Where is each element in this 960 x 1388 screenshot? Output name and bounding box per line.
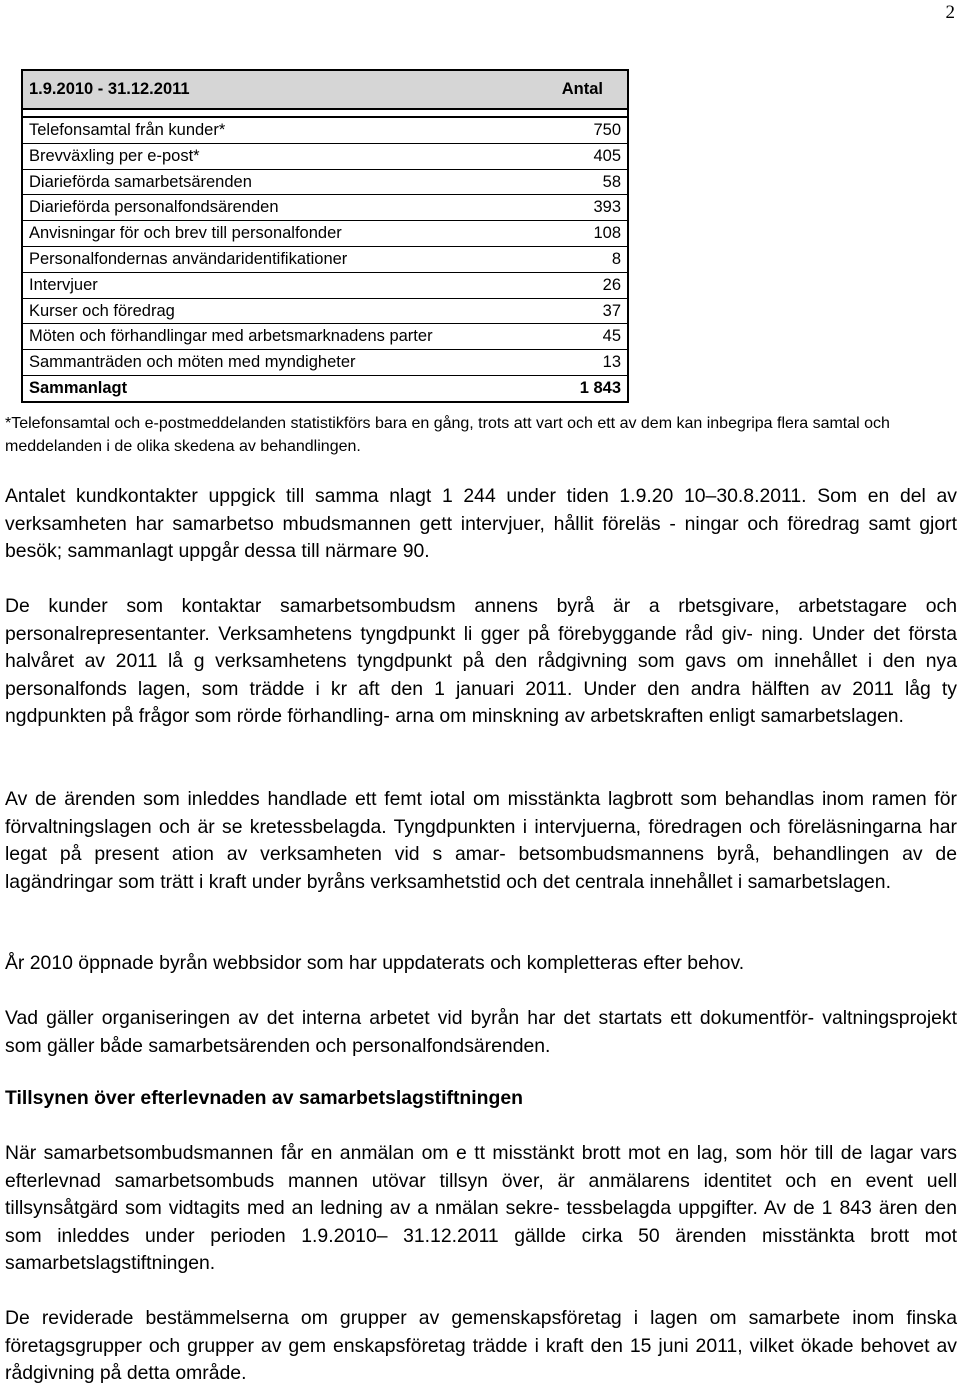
paragraph-website: År 2010 öppnade byrån webbsidor som har uppdaterats och kompletteras efter behov. bbox=[5, 952, 745, 974]
table-row bbox=[22, 272, 628, 298]
table-header-row bbox=[22, 70, 628, 109]
table-row bbox=[22, 117, 628, 143]
row-label: Personalfondernas användaridentifikationer bbox=[22, 246, 497, 272]
row-value: 108 bbox=[497, 221, 628, 247]
table-row bbox=[22, 195, 628, 221]
row-label: Telefonsamtal från kunder* bbox=[22, 117, 497, 143]
row-value: 58 bbox=[497, 169, 628, 195]
row-label: Intervjuer bbox=[22, 272, 497, 298]
header-period: 1.9.2010 - 31.12.2011 bbox=[22, 70, 497, 109]
row-label: Kurser och föredrag bbox=[22, 298, 497, 324]
paragraph-cases: Av de ärenden som inleddes handlade ett femt iotal om misstänkta lagbrott som behandlas inom ramen för förvaltningslagen och är se kretessbelagda. Tyngdpunkten i intervjuerna, föredragen och föreläsningarna har legat på present ation av verksamheten vid s amar- betsombudsmannens byrå, behandlingen av de lagändringar som trätt i kraft under byråns verksamhetstid och det centrala innehållet i samarbetslagen. bbox=[5, 788, 957, 893]
row-value: 37 bbox=[497, 298, 628, 324]
row-value: 405 bbox=[497, 143, 628, 169]
section-heading: Tillsynen över efterlevnaden av samarbetslagstiftningen bbox=[5, 1087, 523, 1109]
table-row bbox=[22, 143, 628, 169]
total-label: Sammanlagt bbox=[22, 375, 497, 401]
table-footnote: *Telefonsamtal och e-postmeddelanden statistikförs bara en gång, trots att vart och ett av dem kan inbegripa flera samtal och meddelanden i de olika skedena av behandlingen. bbox=[5, 415, 890, 455]
paragraph-customers: De kunder som kontaktar samarbetsombudsm annens byrå är a rbetsgivare, arbetstagare och personalrepresentanter. Verksamhetens tyngdpunkt li gger på förebyggande råd giv- ning. Under det första halvåret av 2011 lå g verksamhetens tyngdpunkt på den rådgivning som gavs om innehållet i den nya personalfonds lagen, som trädde i kr aft den 1 januari 2011. Under den andra hälften av 2011 låg ty ngdpunkten på frågor som rörde förhandling- arna om minskning av arbetskraften enligt samarbetslagen. bbox=[5, 595, 957, 727]
header-count: Antal bbox=[497, 70, 628, 109]
row-label: Diarieförda samarbetsärenden bbox=[22, 169, 497, 195]
row-value: 45 bbox=[497, 324, 628, 350]
row-value: 750 bbox=[497, 117, 628, 143]
table-row bbox=[22, 246, 628, 272]
row-value: 393 bbox=[497, 195, 628, 221]
paragraph-supervision: När samarbetsombudsmannen får en anmälan om e tt misstänkt brott mot en lag, som hör till de lagar vars efterlevnad samarbetsombuds mannen utövar tillsyn över, är anmälarens identitet och en event uell tillsynsåtgärd som vidtagits med an ledning av a nmälan sekre- tessbelagda uppgifter. Av de 1 843 ären den som inleddes under perioden 1.9.2010– 31.12.2011 gällde cirka 50 ärenden misstänkta brott mot samarbetslagstiftningen. bbox=[5, 1142, 957, 1274]
table-row bbox=[22, 221, 628, 247]
contacts-statistics-table bbox=[21, 69, 629, 403]
paragraph-organisation: Vad gäller organiseringen av det interna arbetet vid byrån har det startats ett dokumentför- valtningsprojekt som gäller både samarbetsärenden och personalfondsärenden. bbox=[5, 1007, 957, 1057]
row-label: Sammanträden och möten med myndigheter bbox=[22, 350, 497, 376]
row-value: 8 bbox=[497, 246, 628, 272]
paragraph-revised-provisions: De reviderade bestämmelserna om grupper av gemenskapsföretag i lagen om samarbete inom finska företagsgrupper och grupper av gem enskapsföretag trädde i kraft den 15 juni 2011, vilket ökade behovet av rådgivning på detta område. bbox=[5, 1307, 957, 1384]
table-total-row bbox=[22, 375, 628, 401]
table-row bbox=[22, 350, 628, 376]
row-value: 26 bbox=[497, 272, 628, 298]
total-value: 1 843 bbox=[497, 375, 628, 401]
row-label: Möten och förhandlingar med arbetsmarknadens parter bbox=[22, 324, 497, 350]
row-value: 13 bbox=[497, 350, 628, 376]
row-label: Anvisningar för och brev till personalfonder bbox=[22, 221, 497, 247]
row-label: Brevväxling per e-post* bbox=[22, 143, 497, 169]
paragraph-contacts: Antalet kundkontakter uppgick till samma nlagt 1 244 under tiden 1.9.20 10–30.8.2011. Som en del av verksamheten har samarbetso mbudsmannen gett intervjuer, hållit föreläs - ningar och föredrag samt gjort besök; sammanlagt uppgår dessa till närmare 90. bbox=[5, 485, 957, 562]
table-row bbox=[22, 324, 628, 350]
page-number: 2 bbox=[945, 2, 955, 23]
row-label: Diarieförda personalfondsärenden bbox=[22, 195, 497, 221]
table-row bbox=[22, 298, 628, 324]
table-spacer bbox=[22, 109, 628, 117]
table-row bbox=[22, 169, 628, 195]
